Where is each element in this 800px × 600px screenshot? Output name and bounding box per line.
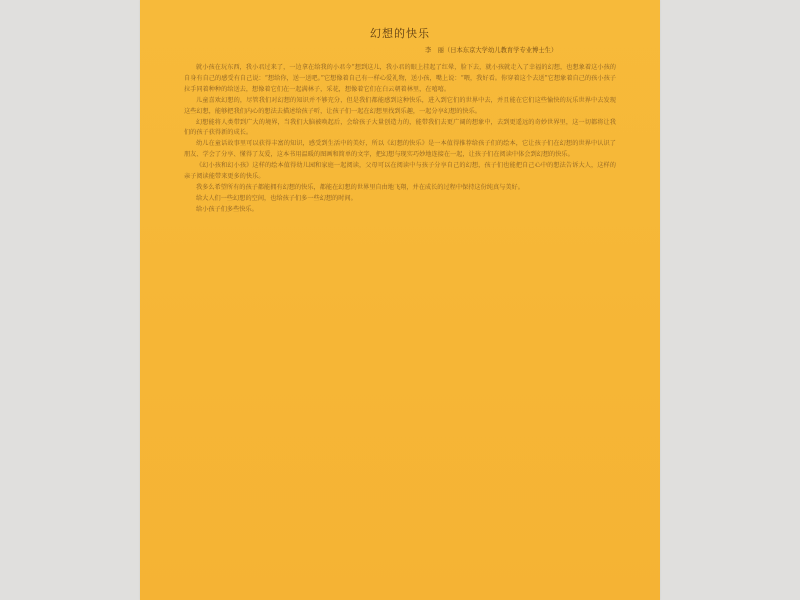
paragraph: 儿童喜欢幻想的，尽管我们对幻想的知识并不够充分，但是我们都能感到这种快乐，进入到它们的世界中去，并且能在它们这些愉快的玩乐世界中去发现这些幻想，能够把我们内心的想法去描述给孩子听，让孩子们一起在幻想里找到乐趣，一起分享幻想的快乐。	[184, 96, 616, 115]
author-line: 李 丽（日本东京大学幼儿教育学专业博士生）	[425, 47, 558, 54]
paragraph: 给小孩子们多些快乐。	[196, 205, 258, 213]
page-title: 幻想的快乐	[370, 27, 430, 40]
paragraph: 我多么希望所有的孩子都能拥有幻想的快乐，都能在幻想的世界里自由地飞翔，并在成长的过程中保持这份纯真与美好。	[196, 183, 524, 191]
book-page	[140, 0, 660, 600]
paragraph: 《幻小孩和幻小孩》这样的绘本值得幼儿园和家庭一起阅读，父母可以在阅读中与孩子分享自己的幻想，孩子们也能把自己心中的想法告诉大人，这样的亲子阅读能带来更多的快乐。	[184, 162, 616, 181]
paragraph: 给大人们一些幻想的空间，也给孩子们多一些幻想的时间。	[196, 194, 357, 202]
paragraph: 幻想能将人类带到广大的境界，当我们大脑被唤起后，会给孩子大量创造力的，能带我们去更广阔的想象中，去到更遥远的奇妙世界里，这一切都将让我们的孩子获得新的成长。	[184, 118, 616, 137]
article-body	[184, 63, 616, 216]
paragraph: 就小孩在玩东西，我小君过来了，一边拿在给我的小君今“想到这儿，我小君的眼上挂起了红晕，脸下去，就小孩就走入了幸福的幻想，也想象着这小孩的自身有自己的感受有自己说：“想给你，送一送吧。”它想像着自己有一样心爱礼物，送小孩，嘴上说：“喂，我好看。你穿着这个去送”它想象着自己的孩小孩子拉手同着种种的给送去，想像着它们在一起满林子，采花，想像着它们在白云朝着林里，在嘻嘻。	[184, 64, 616, 93]
paragraph: 幼儿在童话故事里可以获得丰富的知识，感受到生活中的美好，所以《幻想的快乐》是一本值得推荐给孩子们的绘本，它让孩子们在幻想的世界中认识了朋友、学会了分享、懂得了友爱，这本书用温暖的图画和简单的文字，把幻想与现实巧妙地连接在一起，让孩子们在阅读中体会到幻想的快乐。	[184, 140, 616, 159]
